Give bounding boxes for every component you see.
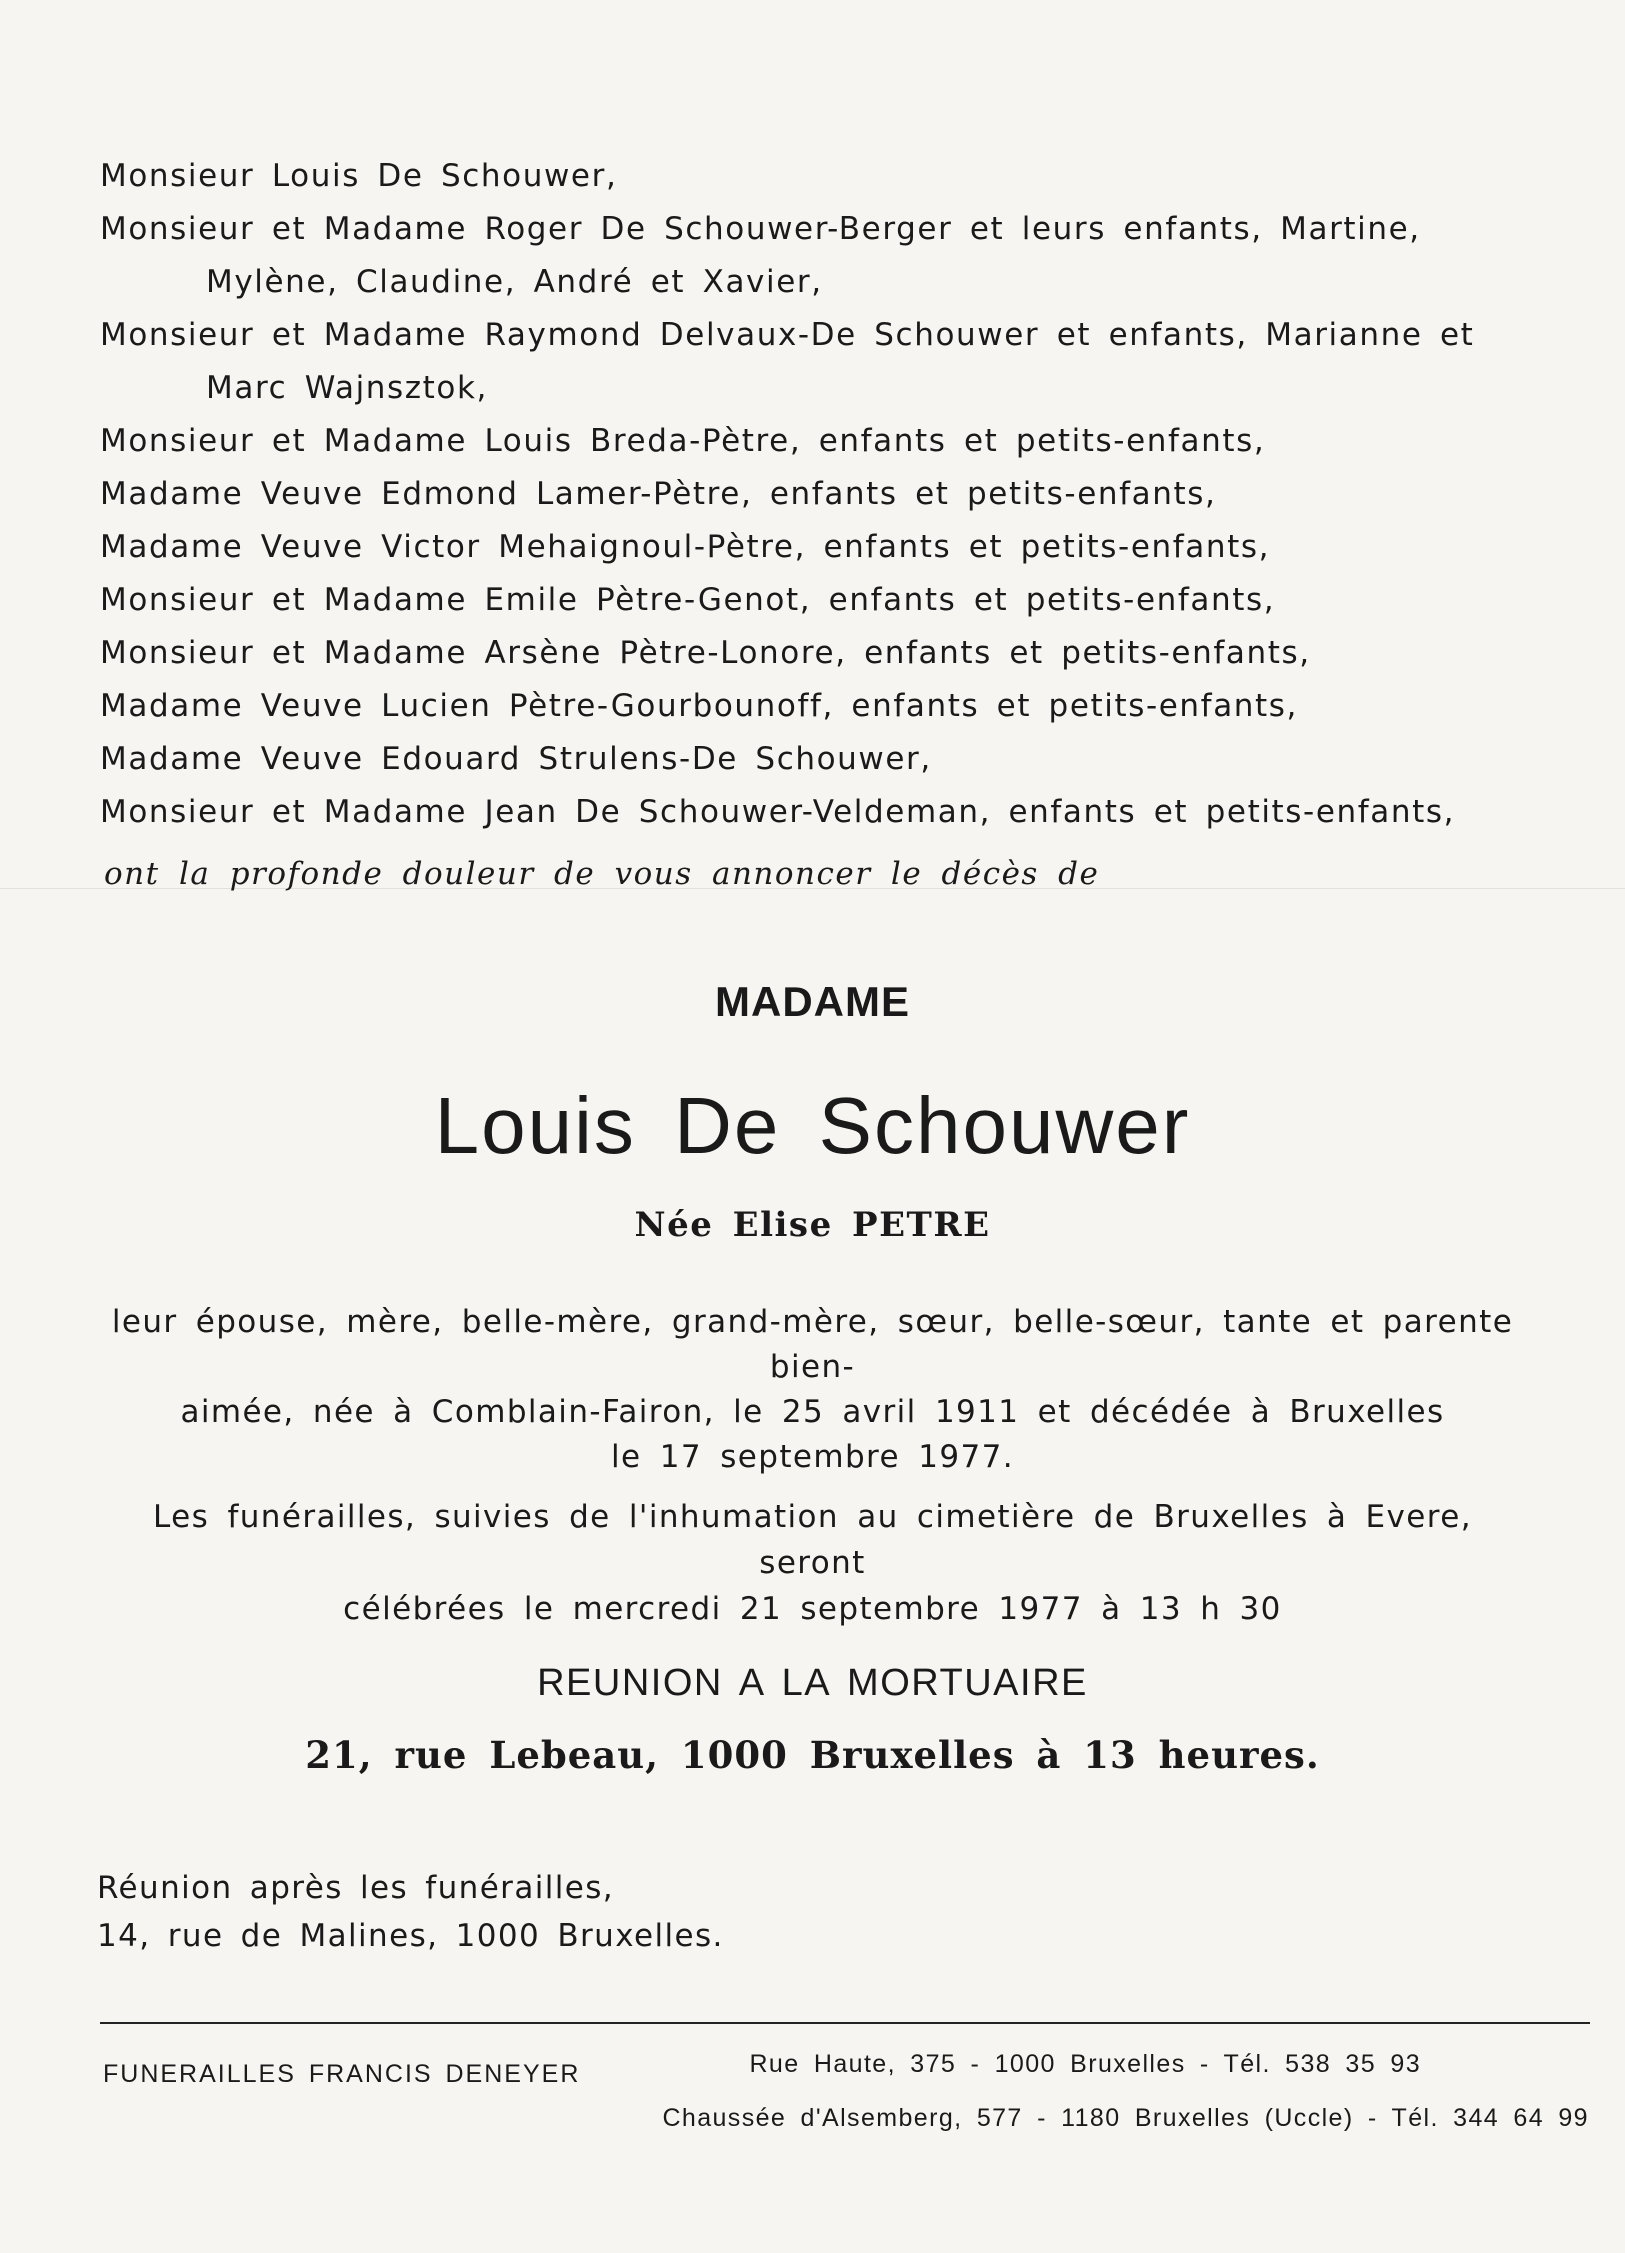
after-reunion-line: Réunion après les funérailles,: [97, 1870, 615, 1906]
mourner-line: Monsieur Louis De Schouwer,: [100, 158, 618, 194]
mourner-line: Monsieur et Madame Emile Pètre-Genot, enfants et petits-enfants,: [100, 582, 1276, 618]
mourners-list: [100, 150, 1540, 839]
deceased-maiden-name: Née Elise PETRE: [634, 1205, 991, 1245]
mourner-line: Monsieur et Madame Roger De Schouwer-Berger et leurs enfants, Martine, Mylène, Claudine, André et Xavier,: [100, 211, 1421, 300]
funeral-home-address-1: Rue Haute, 375 - 1000 Bruxelles - Tél. 538 35 93: [749, 2050, 1421, 2078]
funeral-home-addresses: [662, 2037, 1589, 2145]
deceased-honorific: MADAME: [715, 978, 910, 1025]
biography-line: leur épouse, mère, belle-mère, grand-mère, sœur, belle-sœur, tante et parente bien-: [111, 1304, 1514, 1385]
mourner-line: Madame Veuve Victor Mehaignoul-Pètre, enfants et petits-enfants,: [100, 529, 1271, 565]
mourner-line: Monsieur et Madame Jean De Schouwer-Veldeman, enfants et petits-enfants,: [100, 794, 1456, 830]
funeral-details: [110, 1494, 1515, 1632]
announcement-text: ont la profonde douleur de vous annoncer le décès de: [104, 856, 1100, 892]
after-reunion-line: 14, rue de Malines, 1000 Bruxelles.: [97, 1918, 724, 1954]
reunion-address: 21, rue Lebeau, 1000 Bruxelles à 13 heures.: [305, 1733, 1320, 1777]
funeral-home-name: FUNERAILLES FRANCIS DENEYER: [103, 2060, 581, 2088]
deceased-biography: [110, 1300, 1515, 1480]
footer-divider: [100, 2022, 1590, 2024]
after-funeral-reunion: [97, 1864, 724, 1960]
mourner-line: Monsieur et Madame Raymond Delvaux-De Schouwer et enfants, Marianne et Marc Wajnsztok,: [100, 317, 1475, 406]
reunion-title: REUNION A LA MORTUAIRE: [537, 1662, 1088, 1704]
funeral-line: célébrées le mercredi 21 septembre 1977 à 13 h 30: [343, 1591, 1282, 1627]
mourner-line: Madame Veuve Edmond Lamer-Pètre, enfants et petits-enfants,: [100, 476, 1217, 512]
mourner-line: Madame Veuve Edouard Strulens-De Schouwer,: [100, 741, 932, 777]
mourner-line: Monsieur et Madame Arsène Pètre-Lonore, enfants et petits-enfants,: [100, 635, 1311, 671]
biography-line: le 17 septembre 1977.: [611, 1439, 1014, 1475]
mourner-line: Madame Veuve Lucien Pètre-Gourbounoff, enfants et petits-enfants,: [100, 688, 1298, 724]
biography-line: aimée, née à Comblain-Fairon, le 25 avril 1911 et décédée à Bruxelles: [180, 1394, 1445, 1430]
deceased-name: Louis De Schouwer: [434, 1081, 1191, 1170]
mourner-line: Monsieur et Madame Louis Breda-Pètre, enfants et petits-enfants,: [100, 423, 1266, 459]
funeral-home-address-2: Chaussée d'Alsemberg, 577 - 1180 Bruxelles (Uccle) - Tél. 344 64 99: [662, 2104, 1589, 2132]
funeral-line: Les funérailles, suivies de l'inhumation au cimetière de Bruxelles à Evere, seront: [153, 1499, 1472, 1581]
